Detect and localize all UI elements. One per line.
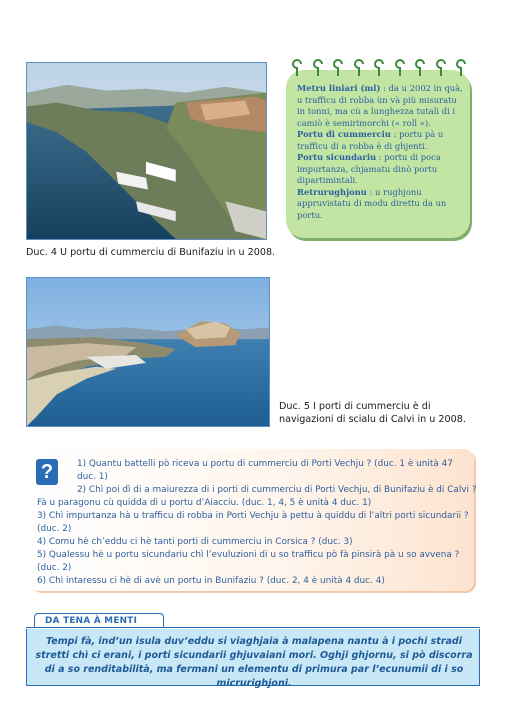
ring-icon <box>331 58 345 78</box>
ring-icon <box>311 58 325 78</box>
glossary-definition: : portu pà u trafficu di a robba è di ghjenti. <box>297 129 444 151</box>
glossary-entry <box>297 129 463 152</box>
ring-icon <box>372 58 386 78</box>
question-line: 2) Chì poi dì di a maiurezza di i porti di cummerciu di Porti Vechju, di Bunifaziu è di Calvi ? <box>77 485 477 495</box>
photo1-caption: Duc. 4 U portu di cummerciu di Bunifaziu in u 2008. <box>26 247 276 258</box>
ring-icon <box>454 58 468 78</box>
spiral-binding <box>290 58 468 78</box>
question-line: (duc. 2) <box>37 563 72 573</box>
glossary-term: Portu di cummerciu <box>297 129 391 139</box>
question-line: Fà u paragonu cù quidda di u portu d’Aiacciu. (duc. 1, 4, 5 è unità 4 duc. 1) <box>37 498 372 508</box>
glossary-term: Metru liniari (ml) <box>297 83 381 93</box>
glossary-term: Portu sicundariu <box>297 152 377 162</box>
ring-icon <box>352 58 366 78</box>
glossary-definition: : u rughjonu appruvistatu di modu direttu da un portu. <box>297 186 447 220</box>
glossary-definition: : portu di poca impurtanza, chjamatu dinò portu dipartimintali. <box>297 152 441 185</box>
glossary-text <box>297 83 463 221</box>
ring-icon <box>393 58 407 78</box>
ring-icon <box>290 58 304 78</box>
question-line: 5) Qualessu hè u portu sicundariu chì l’evuluzioni di u so trafficu pò fà pinsirà pà u so avvena ? <box>37 550 460 560</box>
question-mark-icon: ? <box>36 459 58 485</box>
question-line: (duc. 2) <box>37 524 72 534</box>
glossary-entry <box>297 152 463 187</box>
glossary-entry <box>297 187 463 222</box>
question-line: 1) Quantu battelli pò riceva u portu di cummerciu di Porti Vechju ? (duc. 1 è unità 47 <box>77 459 453 469</box>
memo-divider <box>26 627 480 628</box>
ring-icon <box>413 58 427 78</box>
glossary-term: Retrurughjonu <box>297 186 367 197</box>
glossary-notepad <box>284 58 474 241</box>
glossary-entry <box>297 83 463 129</box>
photo2-caption: Duc. 5 I porti di cummerciu è di navigazioni di scialu di Calvi in u 2008. <box>279 401 466 425</box>
question-line: 6) Chì intaressu ci hè di avè un portu in Bunifaziu ? (duc. 2, 4 è unità 4 duc. 4) <box>37 576 385 586</box>
question-line: duc. 1) <box>77 472 108 482</box>
glossary-definition: : da u 2002 in quà, u trafficu di robba ùn và più misuratu in tonni, ma cù a lunghezza tutali di i camiò è semirimorchi (« roll »). <box>297 83 463 128</box>
memo-text: Tempi fà, ind’un isula duv’eddu si viaghjaia à malapena nantu à i pochi stradi stretti chì ci erani, i porti sicundarii ghjuvaiani mori. Oghji ghjornu, si pò discorra di a so renditabilità, ma fermani un elementu di primura par l’ecunumii di i so micrurighjoni. <box>35 636 473 689</box>
question-line: 3) Chì impurtanza hà u trafficu di robba in Porti Vechju à pettu à quiddu di l’altri porti sicundarii ? <box>37 511 469 521</box>
bonifacio-port-photo <box>26 62 267 240</box>
question-line: 4) Comu hè ch’eddu ci hè tanti porti di cummerciu in Corsica ? (duc. 3) <box>37 537 353 547</box>
calvi-port-photo <box>26 277 270 427</box>
memo-title: DA TENA À MENTI <box>34 613 164 628</box>
ring-icon <box>434 58 448 78</box>
